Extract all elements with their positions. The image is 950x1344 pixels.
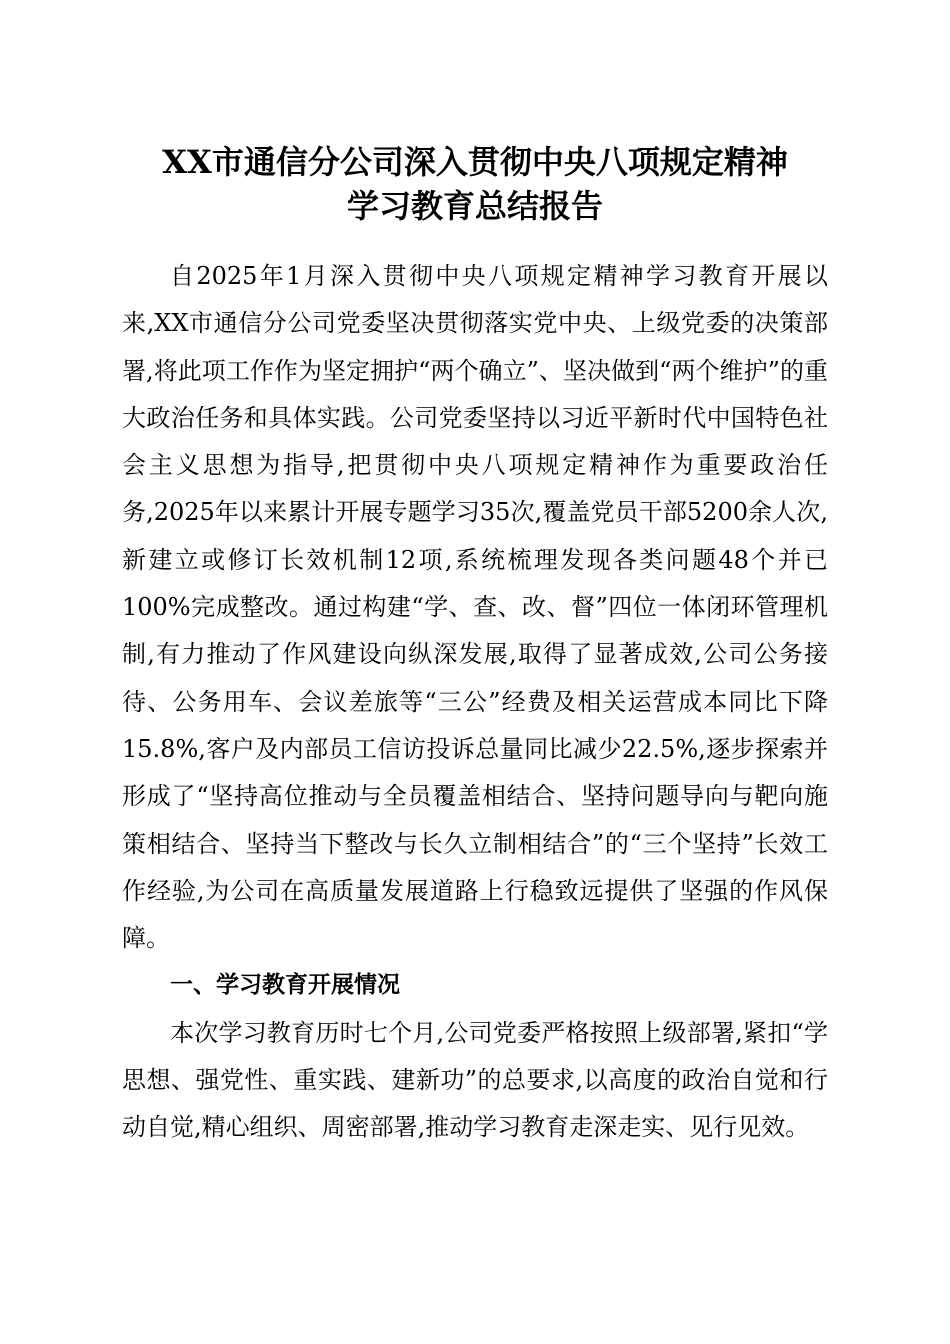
document-title	[100, 140, 850, 228]
intro-paragraph: 自2025年1月深入贯彻中央八项规定精神学习教育开展以来,XX市通信分公司党委坚决贯彻落实党中央、上级党委的决策部署,将此项工作作为坚定拥护“两个确立”、坚决做到“两个维护”的重大政治任务和具体实践。公司党委坚持以习近平新时代中国特色社会主义思想为指导,把贯彻中央八项规定精神作为重要政治任务,2025年以来累计开展专题学习35次,覆盖党员干部5200余人次,新建立或修订长效机制12项,系统梳理发现各类问题48个并已100%完成整改。通过构建“学、查、改、督”四位一体闭环管理机制,有力推动了作风建设向纵深发展,取得了显著成效,公司公务接待、公务用车、会议差旅等“三公”经费及相关运营成本同比下降15.8%,客户及内部员工信访投诉总量同比减少22.5%,逐步探索并形成了“坚持高位推动与全员覆盖相结合、坚持问题导向与靶向施策相结合、坚持当下整改与长久立制相结合”的“三个坚持”长效工作经验,为公司在高质量发展道路上行稳致远提供了坚强的作风保障。	[122, 262, 828, 953]
document-title-line-2: 学习教育总结报告	[346, 187, 603, 225]
section-1-paragraph: 本次学习教育历时七个月,公司党委严格按照上级部署,紧扣“学思想、强党性、重实践、建新功”的总要求,以高度的政治自觉和行动自觉,精心组织、周密部署,推动学习教育走深走实、见行见效。	[122, 1018, 828, 1142]
document-body	[122, 253, 828, 1152]
document-title-line-1: XX市通信分公司深入贯彻中央八项规定精神	[162, 143, 788, 181]
section-heading-1: 一、学习教育开展情况	[170, 972, 400, 999]
